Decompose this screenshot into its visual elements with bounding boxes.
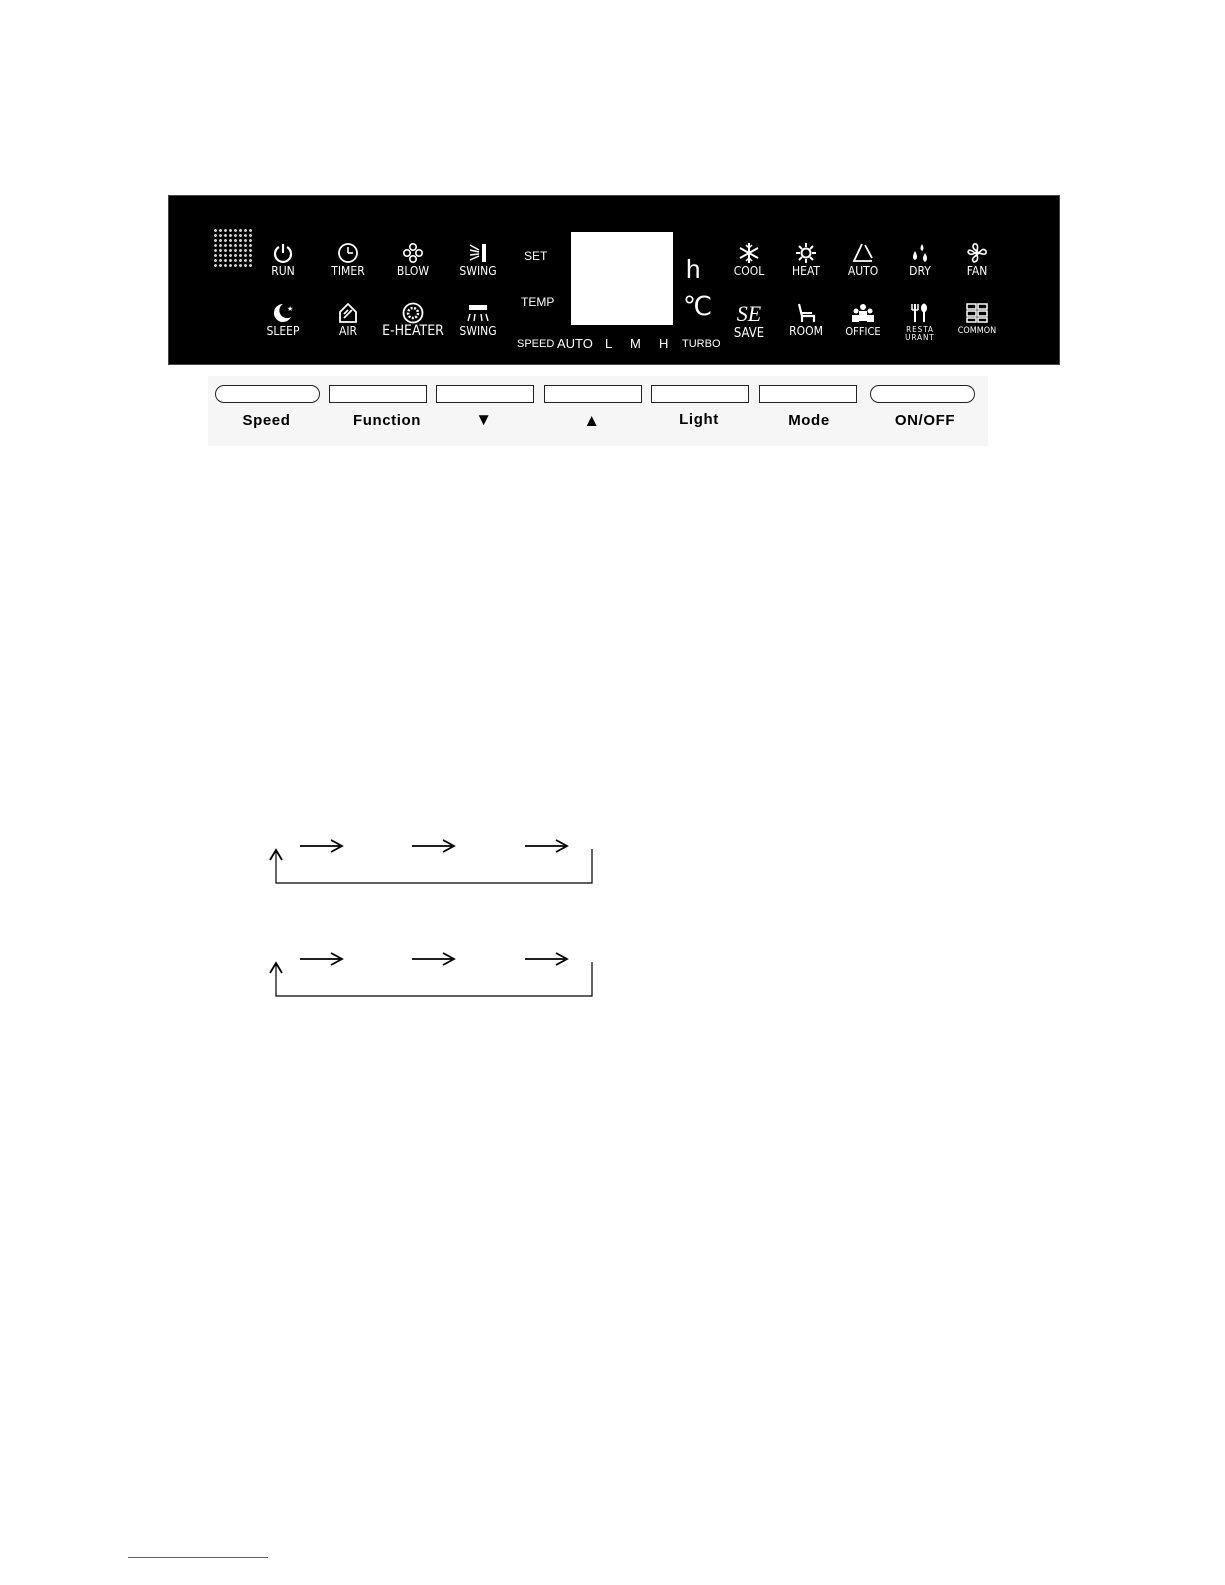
cool-label: COOL — [733, 264, 765, 278]
blow-icon — [402, 242, 424, 264]
on-off-button[interactable] — [870, 385, 975, 403]
power-icon — [272, 242, 294, 264]
mode-button-label: Mode — [788, 412, 830, 429]
function-button[interactable] — [329, 385, 427, 403]
unit-celsius: ℃ — [683, 291, 713, 321]
cycle-diagram-1 — [265, 830, 625, 890]
grid-icon — [965, 302, 989, 324]
footnote-rule — [128, 1557, 268, 1558]
heat-mode — [774, 242, 838, 278]
air-label: AIR — [338, 324, 358, 338]
clock-icon — [337, 242, 359, 264]
up-button-label: ▲ — [583, 411, 601, 430]
auto-label: AUTO — [847, 264, 879, 278]
control-panel — [168, 195, 1060, 365]
speed-label: SPEED — [517, 338, 555, 350]
air-indicator — [316, 302, 380, 338]
speaker-grille-icon — [213, 228, 253, 268]
speed-button-label: Speed — [242, 412, 291, 429]
heat-label: HEAT — [792, 264, 820, 278]
moon-icon — [271, 302, 295, 324]
swing-horizontal-indicator — [446, 302, 510, 338]
run-label: RUN — [271, 264, 295, 278]
on-off-button-label: ON/OFF — [894, 412, 956, 429]
auto-mode — [831, 242, 895, 278]
heater-icon — [402, 302, 424, 324]
fan-mode — [945, 242, 1009, 278]
chair-icon — [795, 302, 817, 324]
speed-high: H — [659, 336, 669, 351]
temp-label: TEMP — [521, 295, 555, 309]
swing-vertical-icon — [467, 242, 489, 264]
snowflake-icon — [738, 242, 760, 264]
air-house-icon — [337, 302, 359, 324]
sleep-indicator — [251, 302, 315, 338]
set-label: SET — [524, 249, 548, 263]
function-button-label: Function — [352, 412, 422, 429]
dry-mode — [888, 242, 952, 278]
save-mode — [717, 302, 781, 340]
swing-horizontal-icon — [466, 302, 490, 324]
droplets-icon — [909, 242, 931, 264]
room-label: ROOM — [789, 324, 823, 338]
swing-label: SWING — [459, 264, 497, 278]
cycle-diagram-2 — [265, 943, 625, 1003]
blow-indicator — [381, 242, 445, 278]
office-people-icon — [850, 302, 876, 324]
speed-button[interactable] — [215, 385, 320, 403]
fan-label: FAN — [966, 264, 988, 278]
e-heater-label: E-HEATER — [382, 323, 444, 339]
room-mode — [774, 302, 838, 338]
down-button-label: ▼ — [475, 410, 493, 429]
fan-icon — [965, 242, 989, 264]
save-label: SAVE — [733, 326, 765, 341]
lcd-display — [571, 232, 673, 325]
swing-label-2: SWING — [459, 324, 497, 338]
swing-vertical-indicator — [446, 242, 510, 278]
turbo-label: TURBO — [682, 338, 721, 350]
down-button[interactable] — [436, 385, 534, 403]
light-button[interactable] — [651, 385, 749, 403]
timer-indicator — [316, 242, 380, 278]
common-mode — [945, 302, 1009, 338]
button-strip — [208, 376, 988, 446]
office-label: OFFICE — [845, 325, 881, 338]
mode-button[interactable] — [759, 385, 857, 403]
dry-label: DRY — [909, 264, 931, 278]
sleep-label: SLEEP — [266, 324, 300, 338]
light-button-label: Light — [679, 411, 719, 428]
office-mode — [831, 302, 895, 338]
up-button[interactable] — [544, 385, 642, 403]
cool-mode — [717, 242, 781, 278]
speed-auto: AUTO — [557, 336, 593, 351]
svg-text:★: ★ — [287, 305, 294, 313]
run-indicator — [251, 242, 315, 278]
common-label: COMMON — [957, 326, 997, 336]
restaurant-mode — [888, 302, 952, 342]
speed-medium: M — [630, 336, 641, 351]
restaurant-label: RESTA URANT — [905, 325, 935, 342]
sun-icon — [795, 242, 817, 264]
blow-label: BLOW — [396, 264, 430, 278]
timer-label: TIMER — [331, 264, 365, 278]
e-heater-indicator — [381, 302, 445, 338]
auto-triangle-icon — [851, 242, 875, 264]
restaurant-icon — [909, 302, 931, 324]
save-icon: SE — [736, 301, 762, 326]
unit-hour: h — [686, 254, 701, 284]
speed-low: L — [605, 336, 613, 351]
